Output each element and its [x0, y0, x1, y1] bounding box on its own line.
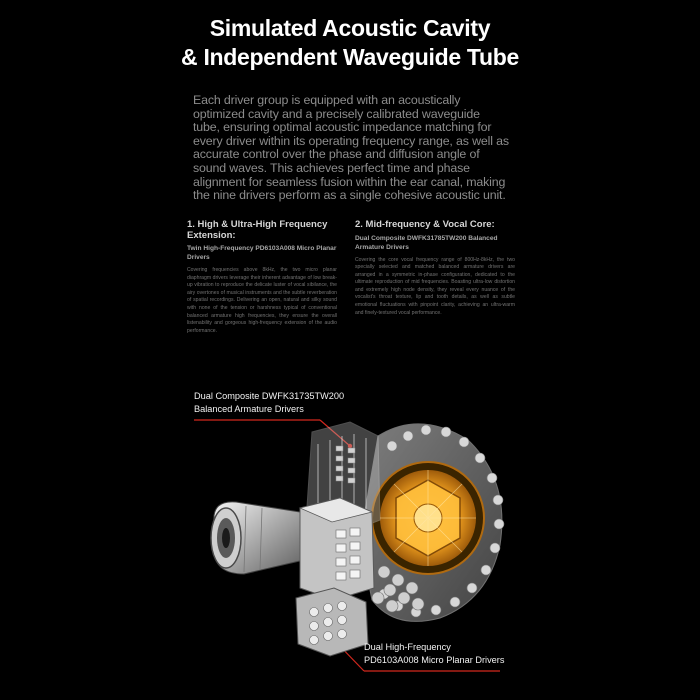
high-frequency-body: Covering frequencies above 8kHz, the two micro planar diaphragm drivers leverage their inherent advantage of low break-up vibration to reproduce the delicate luster of vocal sibilance, the airy overtones of musical instruments and the subtle reverberation of spatial recordings. Delivering an open, natural and silky sound with none of the tension or harshness typical of conventional balanced armature high frequencies, they ensure the overall listenability and gorgeous high-frequency extension of the audio performance.: [187, 267, 337, 334]
title-line-2: & Independent Waveguide Tube: [181, 44, 519, 70]
planar-driver-icon: [296, 498, 374, 656]
callout-bottom-line-2: PD6103A008 Micro Planar Drivers: [364, 654, 505, 665]
callout-bottom-line-1: Dual High-Frequency: [364, 642, 451, 652]
mid-frequency-body: Covering the core vocal frequency range of 800Hz-8kHz, the two specially selected and matched balanced armature drivers are arranged in a symmetric in-phase configuration, dedicated to the ultimate reproduction of mid frequencies. Boasting ultra-low distortion and extremely high node density, they reveal every nuance of the vocalist's throat texture, lip and tooth details, as well as subtle emotional fluctuations with pinpoint clarity, achieving an ultra-warm and finely-textured vocal performance.: [355, 256, 515, 316]
mid-frequency-subheading: Dual Composite DWFK31785TW200 Balanced Armature Drivers: [355, 234, 498, 251]
callout-top-line-2: Balanced Armature Drivers: [194, 403, 304, 414]
callout-balanced-armature: [194, 390, 344, 415]
mid-frequency-heading: 2. Mid-frequency & Vocal Core:: [355, 219, 495, 230]
high-frequency-heading: 1. High & Ultra-High Frequency Extension:: [187, 219, 328, 241]
dynamic-driver-icon: [372, 462, 484, 574]
nozzle-icon: [211, 502, 304, 574]
intro-paragraph: Each driver group is equipped with an acoustically optimized cavity and a precisely calibrated waveguide tube, ensuring optimal acoustic impedance matching for every driver within its operating frequency range, as well as accurate control over the phase and diffusion angle of sound waves. This achieves perfect time and phase alignment for seamless fusion within the ear canal, making the nine drivers perform as a single cohesive acoustic unit.: [193, 93, 509, 203]
title-line-1: Simulated Acoustic Cavity: [209, 15, 491, 41]
callout-planar-drivers: [364, 641, 504, 666]
callout-top-line-1: Dual Composite DWFK31735TW200: [194, 391, 345, 401]
high-frequency-subheading: Twin High-Frequency PD6103A008 Micro Planar Drivers: [187, 245, 337, 261]
